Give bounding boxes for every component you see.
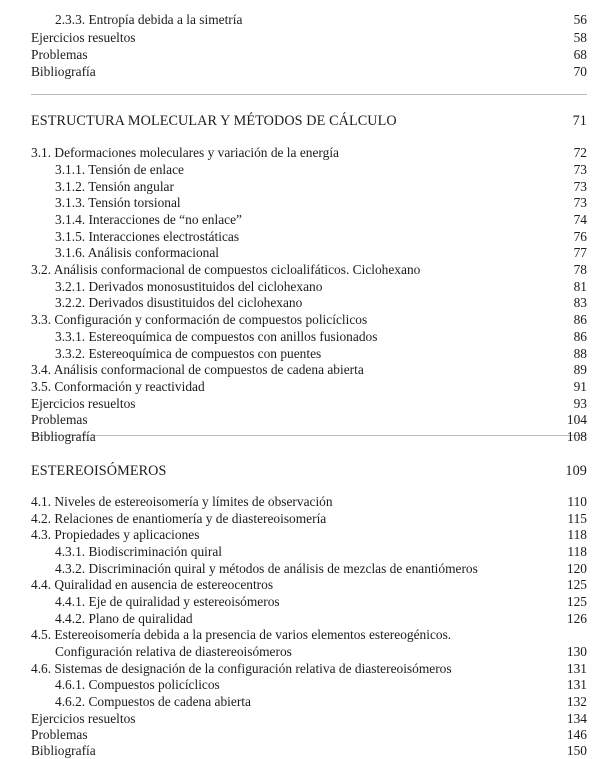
- dot-leader: [141, 31, 559, 42]
- toc-entry-title: 4.6. Sistemas de designación de la configuración relativa de diastereoisómeros: [31, 661, 452, 676]
- toc-entry[interactable]: [31, 577, 587, 593]
- dot-leader: [102, 744, 559, 755]
- toc-entry[interactable]: [31, 511, 587, 527]
- toc-entry[interactable]: [31, 279, 587, 295]
- toc-entry-page: 131: [566, 661, 587, 676]
- toc-entry-page: 78: [573, 262, 587, 277]
- toc-entry-page: 125: [566, 577, 587, 592]
- toc-entry-page: 91: [573, 379, 587, 394]
- toc-entry-page: 76: [573, 229, 587, 244]
- toc-entry[interactable]: [31, 312, 587, 328]
- dot-leader: [257, 695, 559, 706]
- dot-leader: [211, 380, 559, 391]
- toc-entry-page: 146: [566, 727, 587, 742]
- toc-entry-title: 4.4.2. Plano de quiralidad: [55, 611, 193, 626]
- dot-leader: [173, 464, 559, 475]
- toc-entry-title: Problemas: [31, 727, 88, 742]
- dot-leader: [339, 495, 559, 506]
- toc-entry-title: 4.3.1. Biodiscriminación quiral: [55, 544, 222, 559]
- toc-entry-title: 3.1.6. Análisis conformacional: [55, 245, 220, 260]
- toc-entry-title: Ejercicios resueltos: [31, 30, 136, 45]
- dot-leader: [228, 545, 559, 556]
- toc-chapter-heading[interactable]: [31, 113, 587, 129]
- dot-leader: [383, 330, 559, 341]
- toc-entry-page: 73: [573, 195, 587, 210]
- toc-entry-title: 3.3. Configuración y conformación de compuestos policíclicos: [31, 312, 368, 327]
- toc-entry-title: 4.6.2. Compuestos de cadena abierta: [55, 694, 251, 709]
- chapter-title: ESTEREOISÓMEROS: [31, 463, 167, 479]
- toc-entry-title: Bibliografía: [31, 429, 96, 444]
- toc-entry-title: Bibliografía: [31, 64, 96, 79]
- toc-entry-page: 74: [573, 212, 587, 227]
- toc-entry-title: 3.1.2. Tensión angular: [55, 179, 174, 194]
- toc-entry-page: 134: [566, 711, 587, 726]
- toc-entry[interactable]: [31, 694, 587, 710]
- toc-entry-page: 108: [566, 429, 587, 444]
- toc-entry-page: 93: [573, 396, 587, 411]
- toc-entry[interactable]: [31, 229, 587, 245]
- toc-entry-page: 68: [573, 47, 587, 62]
- toc-entry[interactable]: [31, 47, 587, 63]
- toc-entry-page: 58: [573, 30, 587, 45]
- toc-entry-title: 3.1.1. Tensión de enlace: [55, 162, 184, 177]
- toc-entry-page: 115: [567, 511, 587, 526]
- toc-entry-page: 73: [573, 162, 587, 177]
- toc-entry-title: 3.4. Análisis conformacional de compuestos de cadena abierta: [31, 362, 364, 377]
- toc-entry[interactable]: [31, 396, 587, 412]
- toc-entry-title: 3.3.2. Estereoquímica de compuestos con puentes: [55, 346, 322, 361]
- dot-leader: [94, 728, 559, 739]
- toc-entry[interactable]: [31, 743, 587, 759]
- toc-entry-title: 3.1. Deformaciones moleculares y variación de la energía: [31, 145, 339, 160]
- dot-leader: [286, 595, 559, 606]
- toc-entry[interactable]: [31, 494, 587, 510]
- toc-entry-title: 4.5. Estereoisomería debida a la presencia de varios elementos estereogénicos.: [31, 627, 452, 642]
- dot-leader: [141, 397, 559, 408]
- dot-leader: [94, 413, 559, 424]
- toc-entry-title: Ejercicios resueltos: [31, 396, 136, 411]
- toc-entry[interactable]: [31, 64, 587, 80]
- toc-entry-title: 3.1.5. Interacciones electrostáticas: [55, 229, 240, 244]
- dot-leader: [308, 296, 559, 307]
- toc-entry-title: Ejercicios resueltos: [31, 711, 136, 726]
- toc-entry-page: 70: [573, 64, 587, 79]
- toc-entry-page: 118: [567, 527, 587, 542]
- toc-entry[interactable]: [31, 611, 587, 627]
- dot-leader: [345, 146, 559, 157]
- dot-leader: [373, 313, 559, 324]
- dot-leader: [94, 48, 559, 59]
- toc-entry[interactable]: [31, 711, 587, 727]
- toc-entry-page: 131: [566, 677, 587, 692]
- toc-entry-page: 104: [566, 412, 587, 427]
- toc-entry[interactable]: [31, 544, 587, 560]
- dot-leader: [187, 196, 559, 207]
- toc-entry-title: 4.4. Quiralidad en ausencia de estereocentros: [31, 577, 274, 592]
- toc-entry-title: 3.1.3. Tensión torsional: [55, 195, 181, 210]
- section-divider: [31, 94, 587, 95]
- toc-entry[interactable]: [31, 727, 587, 743]
- toc-entry[interactable]: [31, 627, 587, 643]
- dot-leader: [141, 712, 559, 723]
- toc-entry[interactable]: [31, 30, 587, 46]
- toc-entry-title: 3.2.1. Derivados monosustituidos del ciclohexano: [55, 279, 323, 294]
- dot-leader: [298, 645, 559, 656]
- toc-entry[interactable]: [31, 677, 587, 693]
- dot-leader: [245, 230, 559, 241]
- toc-entry[interactable]: [31, 527, 587, 543]
- toc-entry[interactable]: [31, 262, 587, 278]
- toc-entry-title: 4.4.1. Eje de quiralidad y estereoisómeros: [55, 594, 280, 609]
- toc-entry[interactable]: [31, 245, 587, 261]
- toc-entry-title: 3.5. Conformación y reactividad: [31, 379, 205, 394]
- toc-entry[interactable]: [31, 362, 587, 378]
- toc-entry-page: 77: [573, 245, 587, 260]
- toc-entry-page: 125: [566, 594, 587, 609]
- dot-leader: [205, 528, 559, 539]
- toc-entry-title: Problemas: [31, 412, 88, 427]
- toc-entry-page: 110: [567, 494, 587, 509]
- toc-entry-page: 109: [565, 463, 587, 479]
- dot-leader: [328, 280, 559, 291]
- toc-entry-title: Configuración relativa de diastereoisómeros: [55, 644, 292, 659]
- toc-entry[interactable]: [31, 346, 587, 362]
- toc-entry-title: 4.1. Niveles de estereoisomería y límites de observación: [31, 494, 333, 509]
- toc-entry[interactable]: [31, 661, 587, 677]
- toc-entry-page: 88: [573, 346, 587, 361]
- toc-entry-title: 3.1.4. Interacciones de “no enlace”: [55, 212, 242, 227]
- toc-entry-title: Problemas: [31, 47, 88, 62]
- chapter-title: ESTRUCTURA MOLECULAR Y MÉTODOS DE CÁLCULO: [31, 113, 397, 129]
- toc-entry-title: 3.2.2. Derivados disustituidos del ciclohexano: [55, 295, 303, 310]
- toc-entry-title: 3.2. Análisis conformacional de compuestos cicloalifáticos. Ciclohexano: [31, 262, 421, 277]
- toc-entry-page: 86: [573, 312, 587, 327]
- toc-entry[interactable]: [31, 379, 587, 395]
- toc-entry[interactable]: [31, 561, 587, 577]
- dot-leader: [102, 65, 559, 76]
- toc-entry-page: 71: [572, 113, 587, 129]
- toc-entry[interactable]: [31, 179, 587, 195]
- toc-entry-page: 83: [573, 295, 587, 310]
- toc-entry[interactable]: [31, 412, 587, 428]
- toc-entry-page: 86: [573, 329, 587, 344]
- toc-entry-page: 150: [566, 743, 587, 758]
- toc-entry-page: 126: [566, 611, 587, 626]
- dot-leader: [332, 512, 559, 523]
- toc-entry[interactable]: [31, 329, 587, 345]
- toc-entry-page: 56: [573, 12, 587, 27]
- toc-chapter-heading[interactable]: [31, 463, 587, 479]
- dot-leader: [102, 430, 559, 441]
- toc-entry-title: 4.6.1. Compuestos policíclicos: [55, 677, 220, 692]
- dot-leader: [426, 263, 559, 274]
- toc-entry-title: Bibliografía: [31, 743, 96, 758]
- dot-leader: [190, 163, 559, 174]
- dot-leader: [199, 612, 559, 623]
- toc-entry-title: 4.2. Relaciones de enantiomería y de diastereoisomería: [31, 511, 327, 526]
- toc-entry[interactable]: [31, 212, 587, 228]
- toc-entry-page: 73: [573, 179, 587, 194]
- toc-entry[interactable]: [31, 145, 587, 161]
- toc-entry-title: 4.3. Propiedades y aplicaciones: [31, 527, 200, 542]
- dot-leader: [403, 114, 559, 125]
- dot-leader: [484, 562, 559, 573]
- dot-leader: [248, 13, 559, 24]
- toc-entry-title: 4.3.2. Discriminación quiral y métodos de análisis de mezclas de enantiómeros: [55, 561, 478, 576]
- toc-entry[interactable]: [31, 12, 587, 28]
- toc-entry-page: 132: [566, 694, 587, 709]
- dot-leader: [226, 678, 559, 689]
- dot-leader: [370, 363, 559, 374]
- toc-entry-page: 118: [567, 544, 587, 559]
- toc-entry[interactable]: [31, 295, 587, 311]
- toc-entry[interactable]: [31, 594, 587, 610]
- toc-entry[interactable]: [31, 429, 587, 445]
- toc-entry-title: 3.3.1. Estereoquímica de compuestos con anillos fusionados: [55, 329, 378, 344]
- toc-entry-page: 81: [573, 279, 587, 294]
- toc-entry-page: 72: [573, 145, 587, 160]
- toc-entry-page: 89: [573, 362, 587, 377]
- dot-leader: [458, 662, 559, 673]
- toc-entry-title: 2.3.3. Entropía debida a la simetría: [55, 12, 243, 27]
- dot-leader: [248, 213, 559, 224]
- toc-entry[interactable]: [31, 644, 587, 660]
- dot-leader: [327, 347, 559, 358]
- toc-entry[interactable]: [31, 162, 587, 178]
- dot-leader: [279, 578, 559, 589]
- dot-leader: [225, 246, 559, 257]
- toc-entry[interactable]: [31, 195, 587, 211]
- dot-leader: [180, 180, 559, 191]
- toc-entry-page: 120: [566, 561, 587, 576]
- toc-entry-page: 130: [566, 644, 587, 659]
